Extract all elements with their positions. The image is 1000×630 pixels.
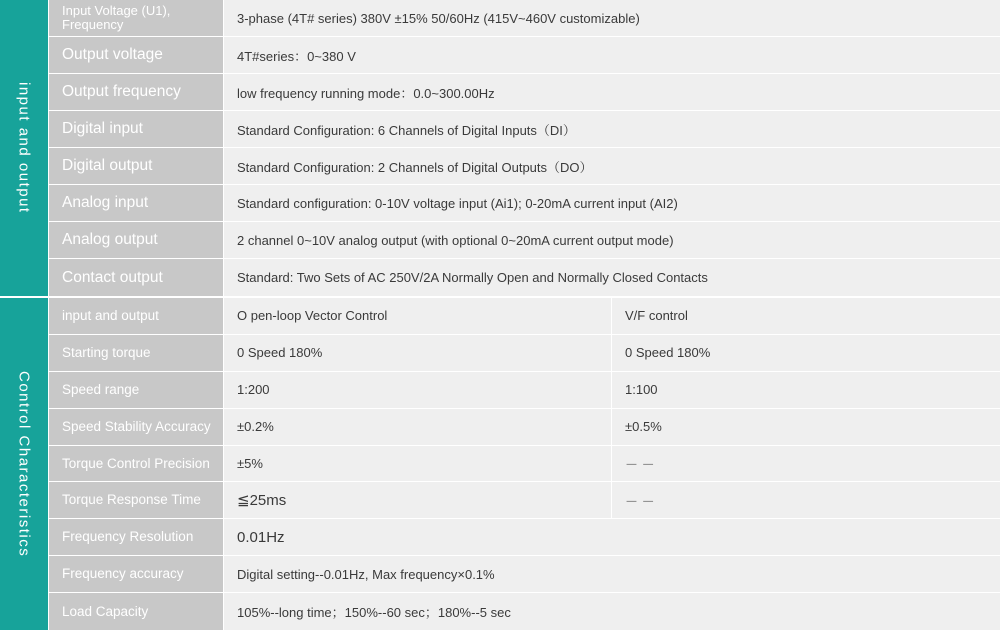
row-value-vf: 1:100 [612,372,1000,408]
row-label: Speed range [48,372,224,408]
row-label: Contact output [48,259,224,296]
spec-row-starting-torque [48,335,1000,372]
row-value-open-loop: ≦25ms [224,482,612,518]
row-value-open-loop: ±5% [224,446,612,482]
section-input-output [0,0,1000,296]
row-label: input and output [48,298,224,334]
row-value: 105%--long time；150%--60 sec；180%--5 sec [224,593,1000,630]
row-label: Output voltage [48,37,224,73]
row-value-vf: V/F control [612,298,1000,334]
spec-row-digital-output [48,148,1000,185]
spec-row-load-capacity [48,593,1000,630]
section-label-input-output [0,0,48,296]
row-label: Frequency accuracy [48,556,224,592]
row-value-vf: 0 Speed 180% [612,335,1000,371]
spec-row-control-mode [48,298,1000,335]
row-label: Digital output [48,148,224,184]
spec-row-digital-input [48,111,1000,148]
row-value: Digital setting--0.01Hz, Max frequency×0.1% [224,556,1000,592]
row-value-open-loop: 0 Speed 180% [224,335,612,371]
row-label: Load Capacity [48,593,224,630]
row-label: Torque Response Time [48,482,224,518]
row-label: Analog input [48,185,224,221]
row-value-open-loop: 1:200 [224,372,612,408]
row-value-vf: ±0.5% [612,409,1000,445]
row-value-vf: － － [612,482,1000,518]
row-value: Standard Configuration: 2 Channels of Digital Outputs（DO） [224,148,1000,184]
row-value-open-loop: O pen-loop Vector Control [224,298,612,334]
spec-row-analog-output [48,222,1000,259]
spec-row-output-voltage [48,37,1000,74]
row-label: Analog output [48,222,224,258]
row-value: 0.01Hz [224,519,1000,555]
spec-row-frequency-accuracy [48,556,1000,593]
spec-row-analog-input [48,185,1000,222]
row-label: Output frequency [48,74,224,110]
spec-row-torque-precision [48,446,1000,483]
section-title: input and output [15,82,33,214]
row-value-open-loop: ±0.2% [224,409,612,445]
row-value: low frequency running mode：0.0~300.00Hz [224,74,1000,110]
row-label: Torque Control Precision [48,446,224,482]
section-label-control [0,298,48,630]
spec-row-torque-response [48,482,1000,519]
spec-row-frequency-resolution [48,519,1000,556]
row-value: Standard configuration: 0-10V voltage input (Ai1); 0-20mA current input (AI2) [224,185,1000,221]
row-value-vf: － － [612,446,1000,482]
row-value: 2 channel 0~10V analog output (with optional 0~20mA current output mode) [224,222,1000,258]
row-value: 4T#series：0~380 V [224,37,1000,73]
row-value: 3-phase (4T# series) 380V ±15% 50/60Hz (415V~460V customizable) [224,0,1000,36]
row-label: Digital input [48,111,224,147]
row-label: Speed Stability Accuracy [48,409,224,445]
spec-row-output-frequency [48,74,1000,111]
row-label: Starting torque [48,335,224,371]
row-label: Input Voltage (U1), Frequency [48,0,224,36]
spec-row-speed-stability [48,409,1000,446]
section-control-characteristics [0,298,1000,630]
row-label: Frequency Resolution [48,519,224,555]
row-value: Standard: Two Sets of AC 250V/2A Normally Open and Normally Closed Contacts [224,259,1000,296]
spec-row-speed-range [48,372,1000,409]
spec-row-contact-output [48,259,1000,296]
row-value: Standard Configuration: 6 Channels of Digital Inputs（DI） [224,111,1000,147]
section-title: Control Characteristics [15,370,33,558]
spec-row-input-voltage [48,0,1000,37]
